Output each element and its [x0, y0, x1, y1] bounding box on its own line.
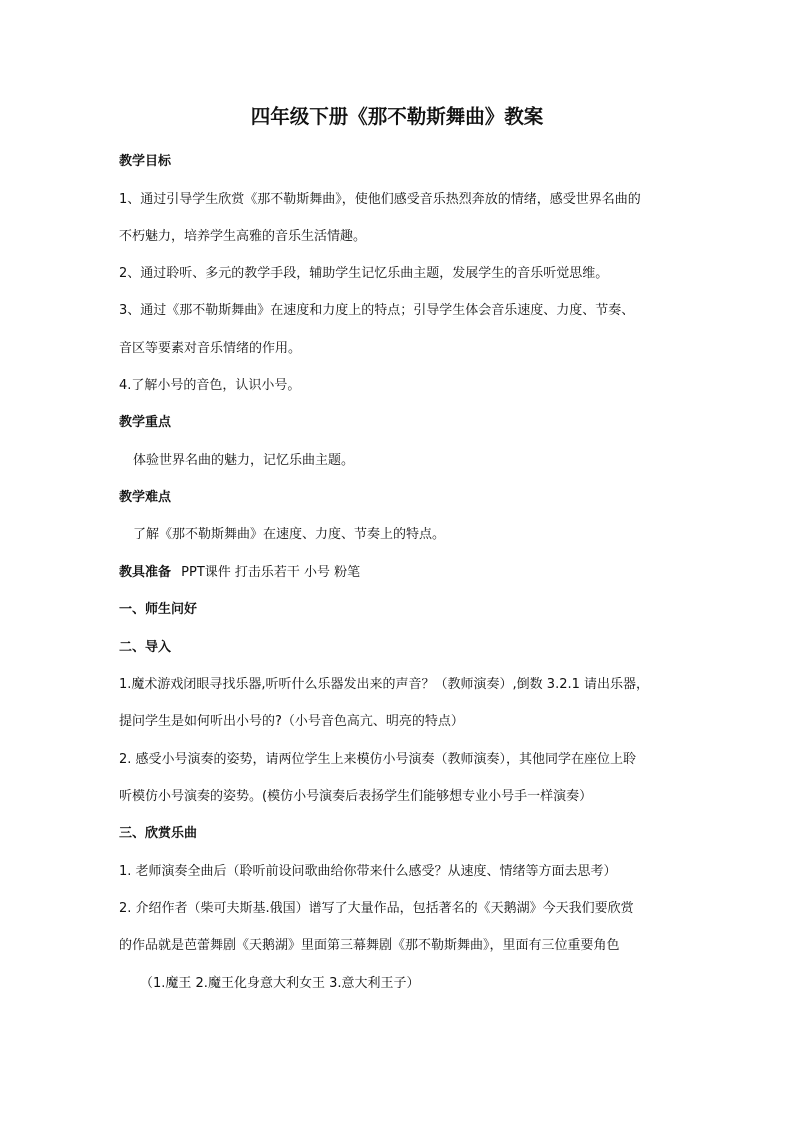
document-title: 四年级下册《那不勒斯舞曲》教案 [250, 105, 544, 128]
difficulties-heading: 教学难点 [119, 490, 172, 505]
materials-heading: 教具准备 [119, 565, 172, 580]
goals-item-2: 2、通过聆听、多元的教学手段，辅助学生记忆乐曲主题，发展学生的音乐听觉思维。 [119, 266, 609, 281]
goals-item-3-line-1: 3、通过《那不勒斯舞曲》在速度和力度上的特点；引导学生体会音乐速度、力度、节奏、 [119, 303, 635, 318]
part3-paragraph-1: 1. 老师演奏全曲后（聆听前设问歌曲给你带来什么感受？从速度、情绪等方面去思考） [119, 864, 617, 879]
part2-paragraph-1-line-2: 提问学生是如何听出小号的?（小号音色高亢、明亮的特点） [119, 714, 464, 729]
part2-paragraph-2-line-1: 2. 感受小号演奏的姿势，请两位学生上来模仿小号演奏（教师演奏），其他同学在座位上聆 [119, 752, 637, 767]
part2-paragraph-1-line-1: 1.魔术游戏闭眼寻找乐器,听听什么乐器发出来的声音？（教师演奏）,倒数 3.2.1 请出乐器， [119, 677, 650, 692]
goals-heading: 教学目标 [119, 154, 172, 169]
part1-heading: 一、师生问好 [119, 602, 198, 617]
part2-paragraph-2-line-2: 听模仿小号演奏的姿势。(模仿小号演奏后表扬学生们能够想专业小号手一样演奏） [119, 789, 593, 804]
materials-text: PPT课件 打击乐若干 小号 粉笔 [181, 565, 361, 580]
key-points-text: 体验世界名曲的魅力，记忆乐曲主题。 [133, 453, 355, 468]
part3-roles: （1.魔王 2.魔王化身意大利女王 3.意大利王子） [140, 976, 420, 991]
key-points-heading: 教学重点 [119, 415, 172, 430]
goals-item-1-line-2: 不朽魅力，培养学生高雅的音乐生活情趣。 [119, 229, 367, 244]
part3-heading: 三、欣赏乐曲 [119, 826, 198, 841]
part2-heading: 二、导入 [119, 640, 172, 655]
materials-line [119, 564, 360, 582]
part3-paragraph-2-line-2: 的作品就是芭蕾舞剧《天鹅湖》里面第三幕舞剧《那不勒斯舞曲》，里面有三位重要角色 [119, 938, 620, 953]
goals-item-3-line-2: 音区等要素对音乐情绪的作用。 [119, 341, 302, 356]
part3-paragraph-2-line-1: 2. 介绍作者（柴可夫斯基.俄国）谱写了大量作品，包括著名的《天鹅湖》今天我们要欣赏 [119, 901, 634, 916]
goals-item-1-line-1: 1、通过引导学生欣赏《那不勒斯舞曲》，使他们感受音乐热烈奔放的情绪，感受世界名曲的 [119, 192, 641, 207]
difficulties-text: 了解《那不勒斯舞曲》在速度、力度、节奏上的特点。 [133, 527, 446, 542]
goals-item-4: 4.了解小号的音色，认识小号。 [119, 378, 301, 393]
